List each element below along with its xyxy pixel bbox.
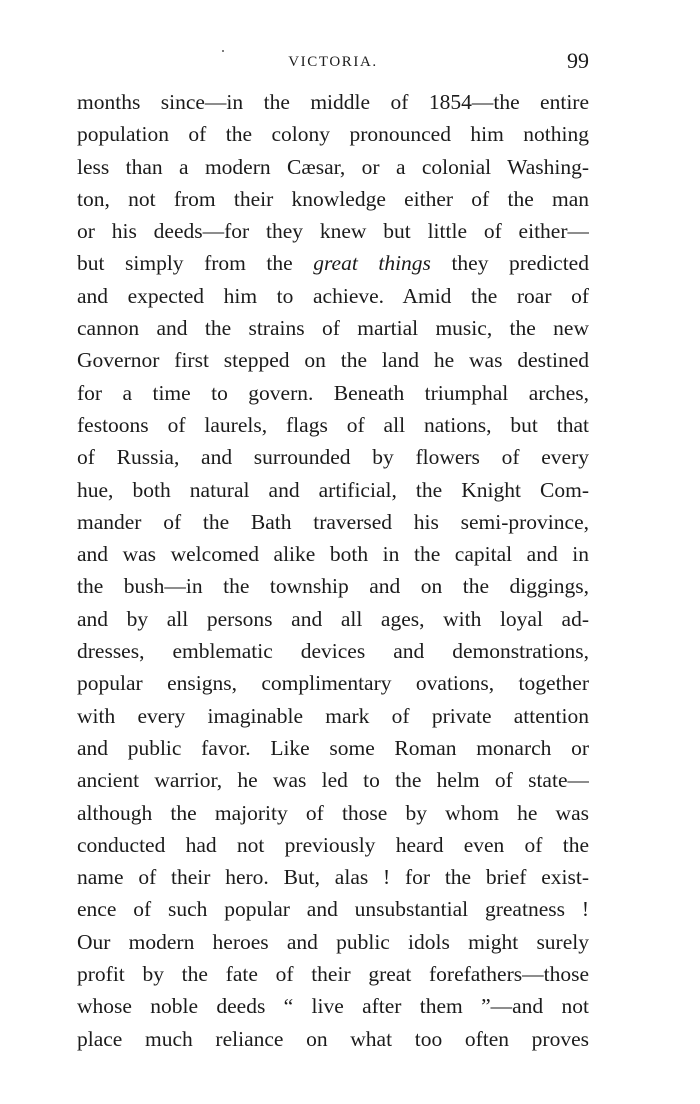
text-line: less than a modern Cæsar, or a colonial Washing- — [77, 154, 589, 179]
text-line: hue, both natural and artificial, the Knight Com- — [77, 477, 589, 502]
text-line: Our modern heroes and public idols might surely — [77, 929, 589, 954]
text-line: and was welcomed alike both in the capital and in — [77, 542, 589, 567]
text-line: name of their hero. But, alas ! for the brief exist- — [77, 865, 589, 890]
text-line: although the majority of those by whom he was — [77, 800, 589, 825]
text-line: whose noble deeds “ live after them ”—and not — [77, 994, 589, 1019]
text-line: or his deeds—for they knew but little of either— — [77, 219, 589, 244]
text-line: of Russia, and surrounded by flowers of every — [77, 445, 589, 470]
text-line: months since—in the middle of 1854—the entire — [77, 90, 589, 114]
text-line: population of the colony pronounced him nothing — [77, 122, 589, 147]
running-head — [77, 48, 589, 78]
text-line: ence of such popular and unsubstantial greatness ! — [77, 897, 589, 922]
text-line: mander of the Bath traversed his semi-province, — [77, 509, 589, 534]
body-text — [77, 86, 589, 1055]
text-line: popular ensigns, complimentary ovations, together — [77, 671, 589, 696]
page-number: 99 — [567, 48, 589, 73]
text-line: and by all persons and all ages, with loyal ad- — [77, 606, 589, 631]
running-title: VICTORIA. — [288, 54, 378, 70]
text-line: cannon and the strains of martial music, the new — [77, 316, 589, 341]
text-line: ton, not from their knowledge either of the man — [77, 186, 589, 211]
text-line: festoons of laurels, flags of all nations, but that — [77, 412, 589, 437]
text-line: the bush—in the township and on the diggings, — [77, 574, 589, 599]
text-line: ancient warrior, he was led to the helm of state— — [77, 768, 589, 793]
text-line: place much reliance on what too often proves — [77, 1026, 589, 1051]
text-line: conducted had not previously heard even of the — [77, 832, 589, 857]
text-line: profit by the fate of their great forefathers—those — [77, 962, 589, 987]
text-run: they predicted — [430, 251, 589, 276]
text-line: with every imaginable mark of private attention — [77, 703, 589, 728]
text-line: Governor first stepped on the land he was destined — [77, 348, 589, 373]
text-line — [77, 247, 589, 279]
text-run: but simply from the — [77, 251, 314, 276]
text-line: dresses, emblematic devices and demonstrations, — [77, 639, 589, 664]
text-line: for a time to govern. Beneath triumphal arches, — [77, 380, 589, 405]
text-line: and expected him to achieve. Amid the roar of — [77, 283, 589, 308]
text-line: and public favor. Like some Roman monarch or — [77, 735, 589, 760]
italic-emphasis: great things — [313, 251, 431, 276]
